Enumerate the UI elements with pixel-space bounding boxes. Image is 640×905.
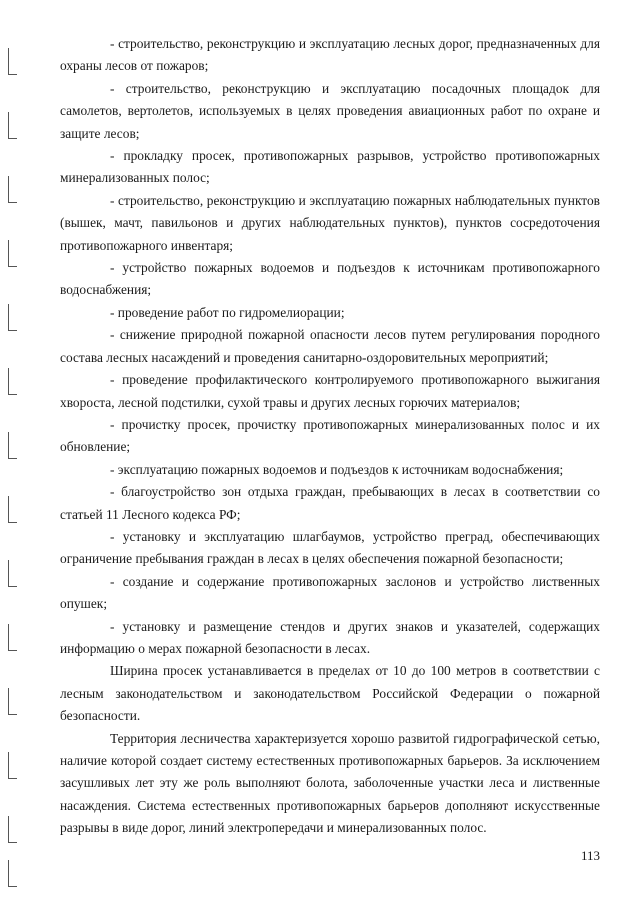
margin-mark	[8, 112, 17, 139]
list-item: - благоустройство зон отдыха граждан, пребывающих в лесах в соответствии со статьей 11 Лесного кодекса РФ;	[60, 484, 600, 522]
margin-mark	[8, 860, 17, 887]
document-body	[60, 33, 600, 840]
margin-mark	[8, 240, 17, 267]
margin-mark	[8, 688, 17, 715]
body-paragraph: Ширина просек устанавливается в пределах от 10 до 100 метров в соответствии с лесным законодательством и законодательством Российской Федерации о пожарной безопасности.	[60, 663, 600, 724]
list-item: - проведение работ по гидромелиорации;	[110, 304, 345, 320]
list-item: - проведение профилактического контролируемого противопожарного выжигания хвороста, лесной подстилки, сухой травы и других лесных горючих материалов;	[60, 372, 600, 410]
margin-mark	[8, 432, 17, 459]
page-number: 113	[580, 848, 600, 863]
margin-mark	[8, 496, 17, 523]
list-item: - снижение природной пожарной опасности лесов путем регулирования породного состава лесных насаждений и проведения санитарно-оздоровительных мероприятий;	[60, 327, 600, 365]
list-item: - прокладку просек, противопожарных разрывов, устройство противопожарных минерализованных полос;	[60, 148, 600, 186]
list-item: - строительство, реконструкцию и эксплуатацию посадочных площадок для самолетов, вертолетов, используемых в целях проведения авиационных работ по охране и защите лесов;	[60, 80, 600, 141]
binding-margin-marks	[0, 0, 30, 905]
margin-mark	[8, 816, 17, 843]
margin-mark	[8, 176, 17, 203]
list-item: - установку и размещение стендов и других знаков и указателей, содержащих информацию о мерах пожарной безопасности в лесах.	[60, 618, 600, 656]
list-item: - строительство, реконструкцию и эксплуатацию пожарных наблюдательных пунктов (вышек, мачт, павильонов и других наблюдательных пунктов), пунктов сосредоточения противопожарного инвентаря;	[60, 192, 600, 253]
margin-mark	[8, 624, 17, 651]
list-item: - прочистку просек, прочистку противопожарных минерализованных полос и их обновление;	[60, 416, 600, 455]
list-item: - установку и эксплуатацию шлагбаумов, устройство преград, обеспечивающих ограничение пребывания граждан в лесах в целях обеспечения пожарной безопасности;	[60, 528, 600, 567]
margin-mark	[8, 48, 17, 75]
list-item: - создание и содержание противопожарных заслонов и устройство лиственных опушек;	[60, 573, 600, 612]
list-item: - эксплуатацию пожарных водоемов и подъездов к источникам водоснабжения;	[110, 461, 564, 477]
margin-mark	[8, 752, 17, 779]
list-item: - строительство, реконструкцию и эксплуатацию лесных дорог, предназначенных для охраны лесов от пожаров;	[60, 36, 600, 74]
margin-mark	[8, 304, 17, 331]
margin-mark	[8, 368, 17, 395]
body-paragraph: Территория лесничества характеризуется хорошо развитой гидрографической сетью, наличие которой создает систему естественных противопожарных барьеров. За исключением засушливых лет эту же роль выполняют болота, заболоченные участки леса и лиственные насаждения. Система естественных противопожарных барьеров дополняют искусственные разрывы в виде дорог, линий электропередачи и минерализованных полос.	[60, 730, 600, 836]
margin-mark	[8, 560, 17, 587]
list-item: - устройство пожарных водоемов и подъездов к источникам противопожарного водоснабжения;	[60, 260, 600, 298]
